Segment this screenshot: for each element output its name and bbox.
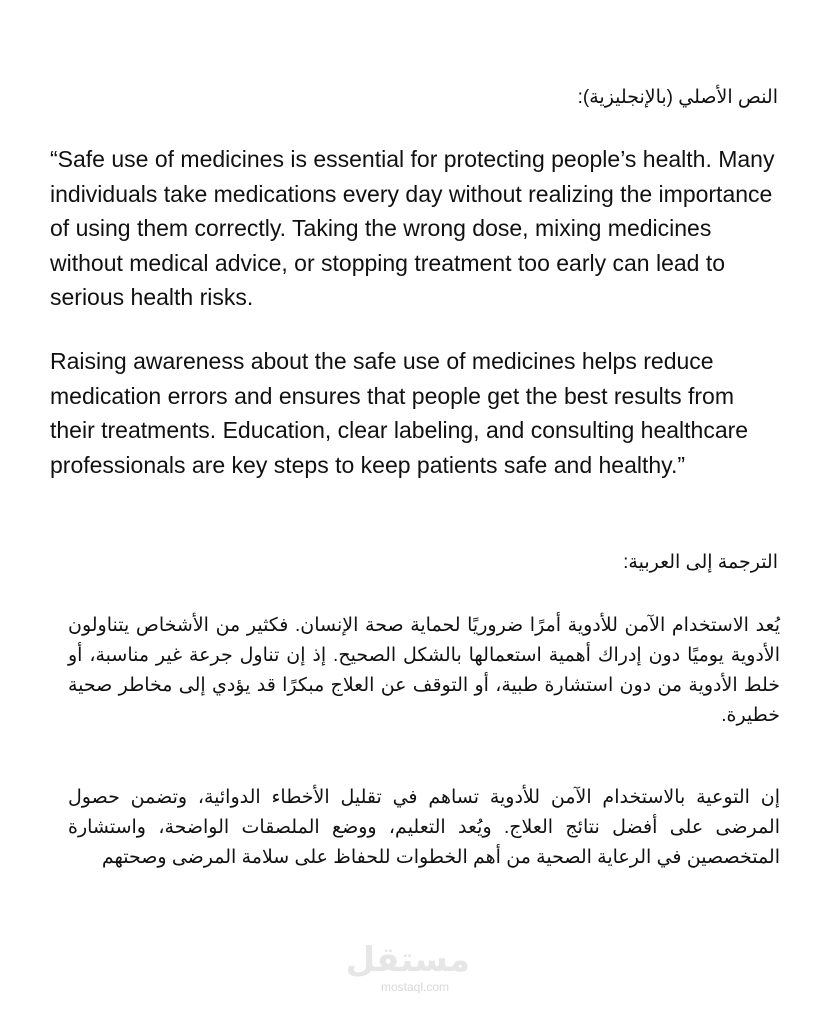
watermark-url: mostaql.com: [380, 980, 450, 994]
original-paragraph-2: Raising awareness about the safe use of medicines helps reduce medication errors and ensures that people get the best results from their treatments. Education, clear labeling, and consulting healthcare professionals are key steps to keep patients safe and healthy.”: [50, 348, 749, 478]
watermark-logo-text: مستقل: [345, 940, 470, 980]
translation-paragraph-1: يُعد الاستخدام الآمن للأدوية أمرًا ضروريًا لحماية صحة الإنسان. فكثير من الأشخاص يتناولون الأدوية يوميًا دون إدراك أهمية استعمالها بالشكل الصحيح. إذ إن تناول جرعة غير مناسبة، أو خلط الأدوية من دون استشارة طبية، أو التوقف عن العلاج مبكرًا قد يؤدي إلى مخاطر صحية خطيرة.: [68, 615, 780, 726]
original-paragraph-1: “Safe use of medicines is essential for protecting people’s health. Many individuals take medications every day without realizing the importance of using them correctly. Taking the wrong dose, mixing medicines without medical advice, or stopping treatment too early can lead to serious health risks.: [50, 146, 775, 311]
translation-heading: الترجمة إلى العربية:: [623, 552, 778, 573]
translation-paragraph-2: إن التوعية بالاستخدام الآمن للأدوية تساهم في تقليل الأخطاء الدوائية، وتضمن حصول المرضى على أفضل نتائج العلاج. ويُعد التعليم، ووضع الملصقات الواضحة، واستشارة المتخصصين في الرعاية الصحية من أهم الخطوات للحفاظ على سلامة المرضى وصحتهم: [68, 787, 780, 868]
mostaql-watermark-logo: [345, 940, 470, 994]
original-text-heading: النص الأصلي (بالإنجليزية):: [577, 87, 778, 108]
